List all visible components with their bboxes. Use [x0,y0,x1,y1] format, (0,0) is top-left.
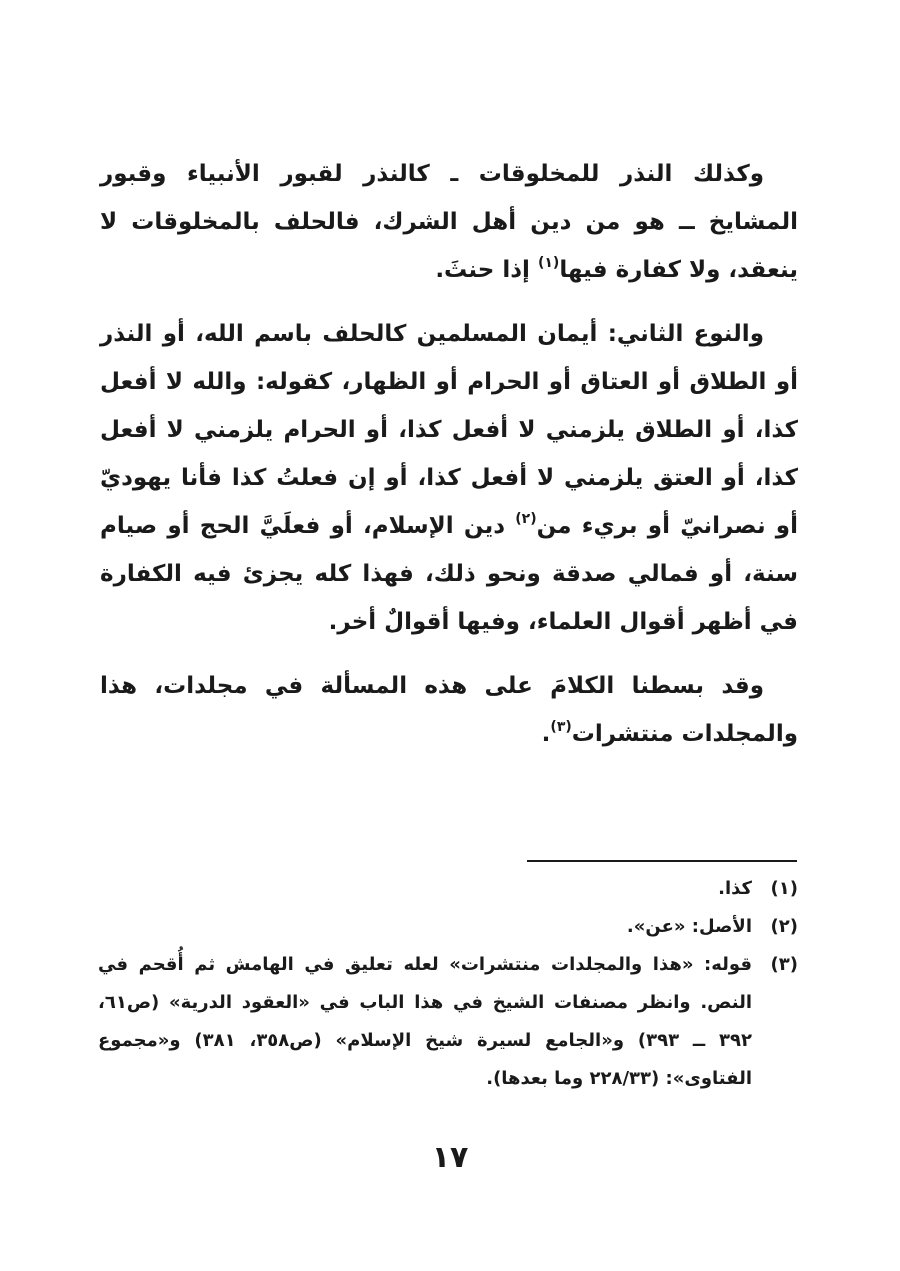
paragraph-1-end: إذا حنثَ. [435,257,538,283]
footnotes [98,870,798,1098]
paragraph-1 [100,150,798,294]
paragraph-3 [100,662,798,758]
footnote-number: (٢) [770,916,798,937]
page-number: ١٧ [431,1140,469,1175]
footnote-2 [98,908,798,946]
paragraph-2 [100,310,798,646]
footnote-number: (٣) [770,954,798,975]
footnote-text: قوله: «هذا والمجلدات منتشرات» لعله تعليق في الهامش ثم أُقحم في النص. وانظر مصنفات الشيخ في هذا الباب في «العقود الدرية» (ص٦١، ٣٩٢ ــ ٣٩٣) و«الجامع لسيرة شيخ الإسلام» (ص٣٥٨، ٣٨١) و«مجموع الفتاوى»: (٢٢٨/٣٣ وما بعدها). [98,954,753,1089]
footnote-ref-1: (١) [537,255,560,271]
footnote-ref-2: (٢) [515,511,537,527]
paragraph-2-text-b: دين الإسلام، أو فعلَيَّ الحج أو صيام سنة، أو فمالي صدقة ونحو ذلك، فهذا كله يجزئ فيه الكفارة في أظهر أقوال العلماء، وفيها أقوالٌ أخر. [100,513,798,635]
footnote-number: (١) [770,878,798,899]
footnote-text: كذا. [718,878,752,899]
main-text [100,150,798,758]
footnote-1 [98,870,798,908]
paragraph-1-text: وكذلك النذر للمخلوقات ـ كالنذر لقبور الأنبياء وقبور المشايخ ــ هو من دين أهل الشرك، فالحلف بالمخلوقات لا ينعقد، ولا كفارة فيها [100,161,798,283]
paragraph-3-text: وقد بسطنا الكلامَ على هذه المسألة في مجلدات، هذا والمجلدات منتشرات [100,673,798,747]
footnote-separator [527,860,797,862]
footnote-text: الأصل: «عن». [626,916,752,937]
paragraph-3-end: . [541,721,551,747]
footnote-3 [98,946,798,1098]
paragraph-2-text-a: والنوع الثاني: أيمان المسلمين كالحلف باسم الله، أو النذر أو الطلاق أو العتاق أو الحرام أو الظهار، كقوله: والله لا أفعل كذا، أو الطلاق يلزمني لا أفعل كذا، أو الحرام يلزمني لا أفعل كذا، أو العتق يلزمني لا أفعل كذا، أو إن فعلتُ كذا فأنا يهوديّ أو نصرانيّ أو بريء من [100,321,798,539]
footnote-ref-3: (٣) [550,719,572,735]
